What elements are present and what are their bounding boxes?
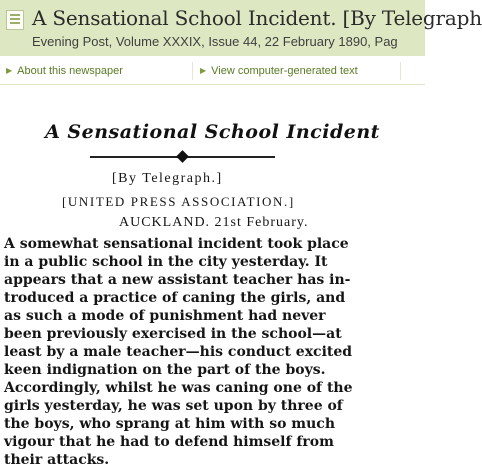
article-byline: [By Telegraph.] [112, 171, 223, 186]
rule-ornament [176, 150, 189, 163]
article-line: troduced a practice of caning the girls, and [4, 290, 346, 306]
article-line: appears that a new assistant teacher has in- [4, 272, 351, 288]
article-line: Accordingly, whilst he was caning one of the [4, 380, 353, 396]
about-newspaper-label: About this newspaper [17, 65, 123, 77]
page-header [0, 0, 482, 56]
view-text-link[interactable] [200, 58, 358, 84]
publication-info: Evening Post, Volume XXXIX, Issue 44, 22 February 1890, Pag [32, 34, 398, 49]
article-line: keen indignation on the part of the boys. [4, 362, 326, 378]
link-bar [0, 58, 425, 85]
article-scan [0, 85, 425, 472]
article-agency: [UNITED PRESS ASSOCIATION.] [62, 194, 295, 209]
link-divider [400, 62, 401, 80]
article-line: least by a male teacher—his conduct excited [4, 344, 353, 360]
triangle-right-icon: ▶ [6, 66, 13, 75]
article-line: been previously exercised in the school—at [4, 326, 342, 342]
newspaper-icon [6, 10, 24, 30]
article-line: their attacks. [4, 452, 110, 468]
article-line: A somewhat sensational incident took place [4, 236, 349, 252]
link-divider [192, 62, 193, 80]
article-line: girls yesterday, he was set upon by three of [4, 398, 343, 414]
article-headline: A Sensational School Incident [45, 121, 380, 143]
view-text-label: View computer-generated text [211, 65, 358, 77]
article-line: as such a mode of punishment had never [4, 308, 326, 324]
page-title: A Sensational School Incident. [By Telegraph [32, 6, 482, 30]
triangle-right-icon: ▶ [200, 66, 207, 75]
article-dateline: AUCKLAND. 21st February. [119, 215, 309, 230]
article-line: vigour that he had to defend himself from [4, 434, 334, 450]
article-line: in a public school in the city yesterday. It [4, 254, 328, 270]
article-line: the boys, who sprang at him with so much [4, 416, 335, 432]
about-newspaper-link[interactable] [6, 58, 123, 84]
